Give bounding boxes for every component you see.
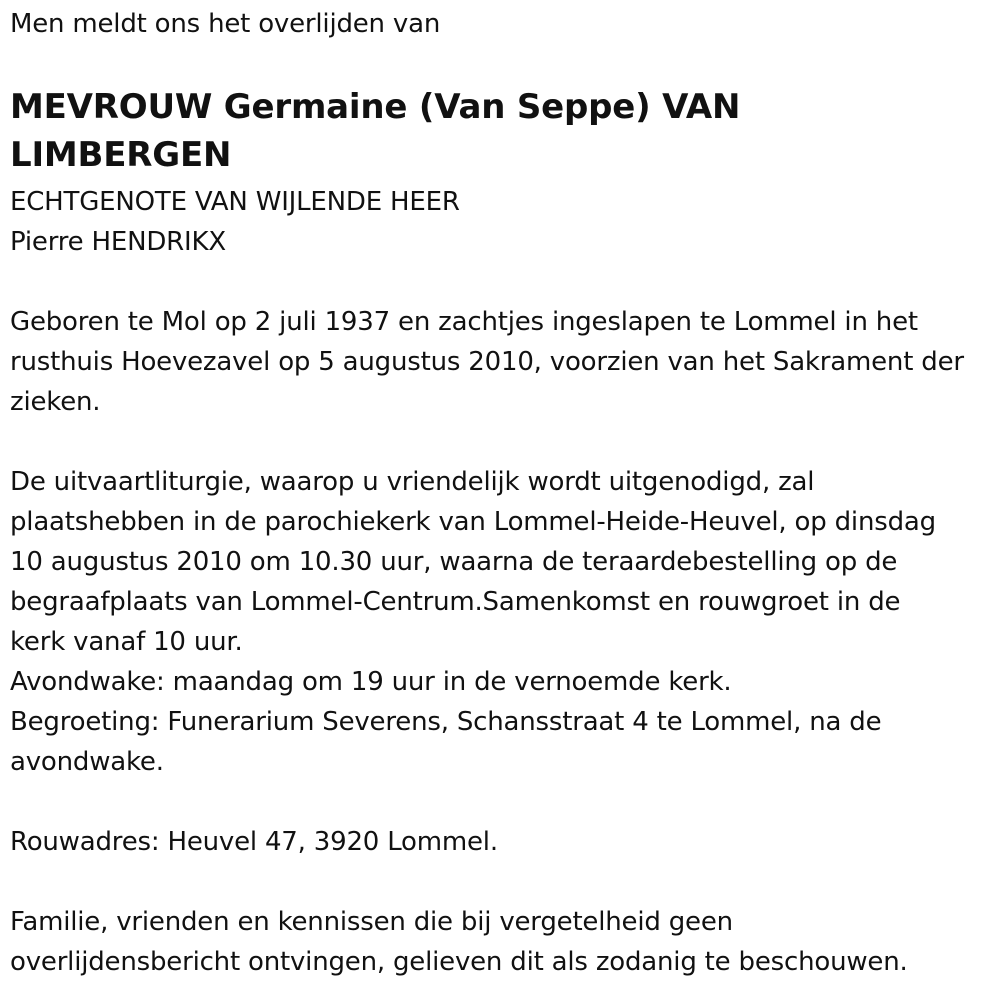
greeting-line: Begroeting: Funerarium Severens, Schansstraat 4 te Lommel, na de — [10, 707, 882, 737]
deceased-name-line-2: LIMBERGEN — [10, 135, 232, 175]
funeral-line: plaatshebben in de parochiekerk van Lommel-Heide-Heuvel, op dinsdag — [10, 507, 936, 537]
funeral-line: 10 augustus 2010 om 10.30 uur, waarna de teraardebestelling op de — [10, 547, 898, 577]
relation-line-1: ECHTGENOTE VAN WIJLENDE HEER — [10, 187, 460, 217]
deceased-name-line-1: MEVROUW Germaine (Van Seppe) VAN — [10, 87, 741, 127]
closing-line: overlijdensbericht ontvingen, gelieven dit als zodanig te beschouwen. — [10, 947, 908, 977]
funeral-line: kerk vanaf 10 uur. — [10, 627, 243, 657]
intro-text: Men meldt ons het overlijden van — [10, 9, 441, 39]
birth-death-line: Geboren te Mol op 2 juli 1937 en zachtjes ingeslapen te Lommel in het — [10, 307, 918, 337]
wake-line: Avondwake: maandag om 19 uur in de vernoemde kerk. — [10, 667, 732, 697]
relation-line-2: Pierre HENDRIKX — [10, 227, 226, 257]
birth-death-line: rusthuis Hoevezavel op 5 augustus 2010, voorzien van het Sakrament der — [10, 347, 964, 377]
closing-line: Familie, vrienden en kennissen die bij vergetelheid geen — [10, 907, 733, 937]
funeral-line: De uitvaartliturgie, waarop u vriendelijk wordt uitgenodigd, zal — [10, 467, 815, 497]
birth-death-line: zieken. — [10, 387, 101, 417]
funeral-line: begraafplaats van Lommel-Centrum.Samenkomst en rouwgroet in de — [10, 587, 901, 617]
greeting-line: avondwake. — [10, 747, 164, 777]
address-line: Rouwadres: Heuvel 47, 3920 Lommel. — [10, 827, 498, 857]
